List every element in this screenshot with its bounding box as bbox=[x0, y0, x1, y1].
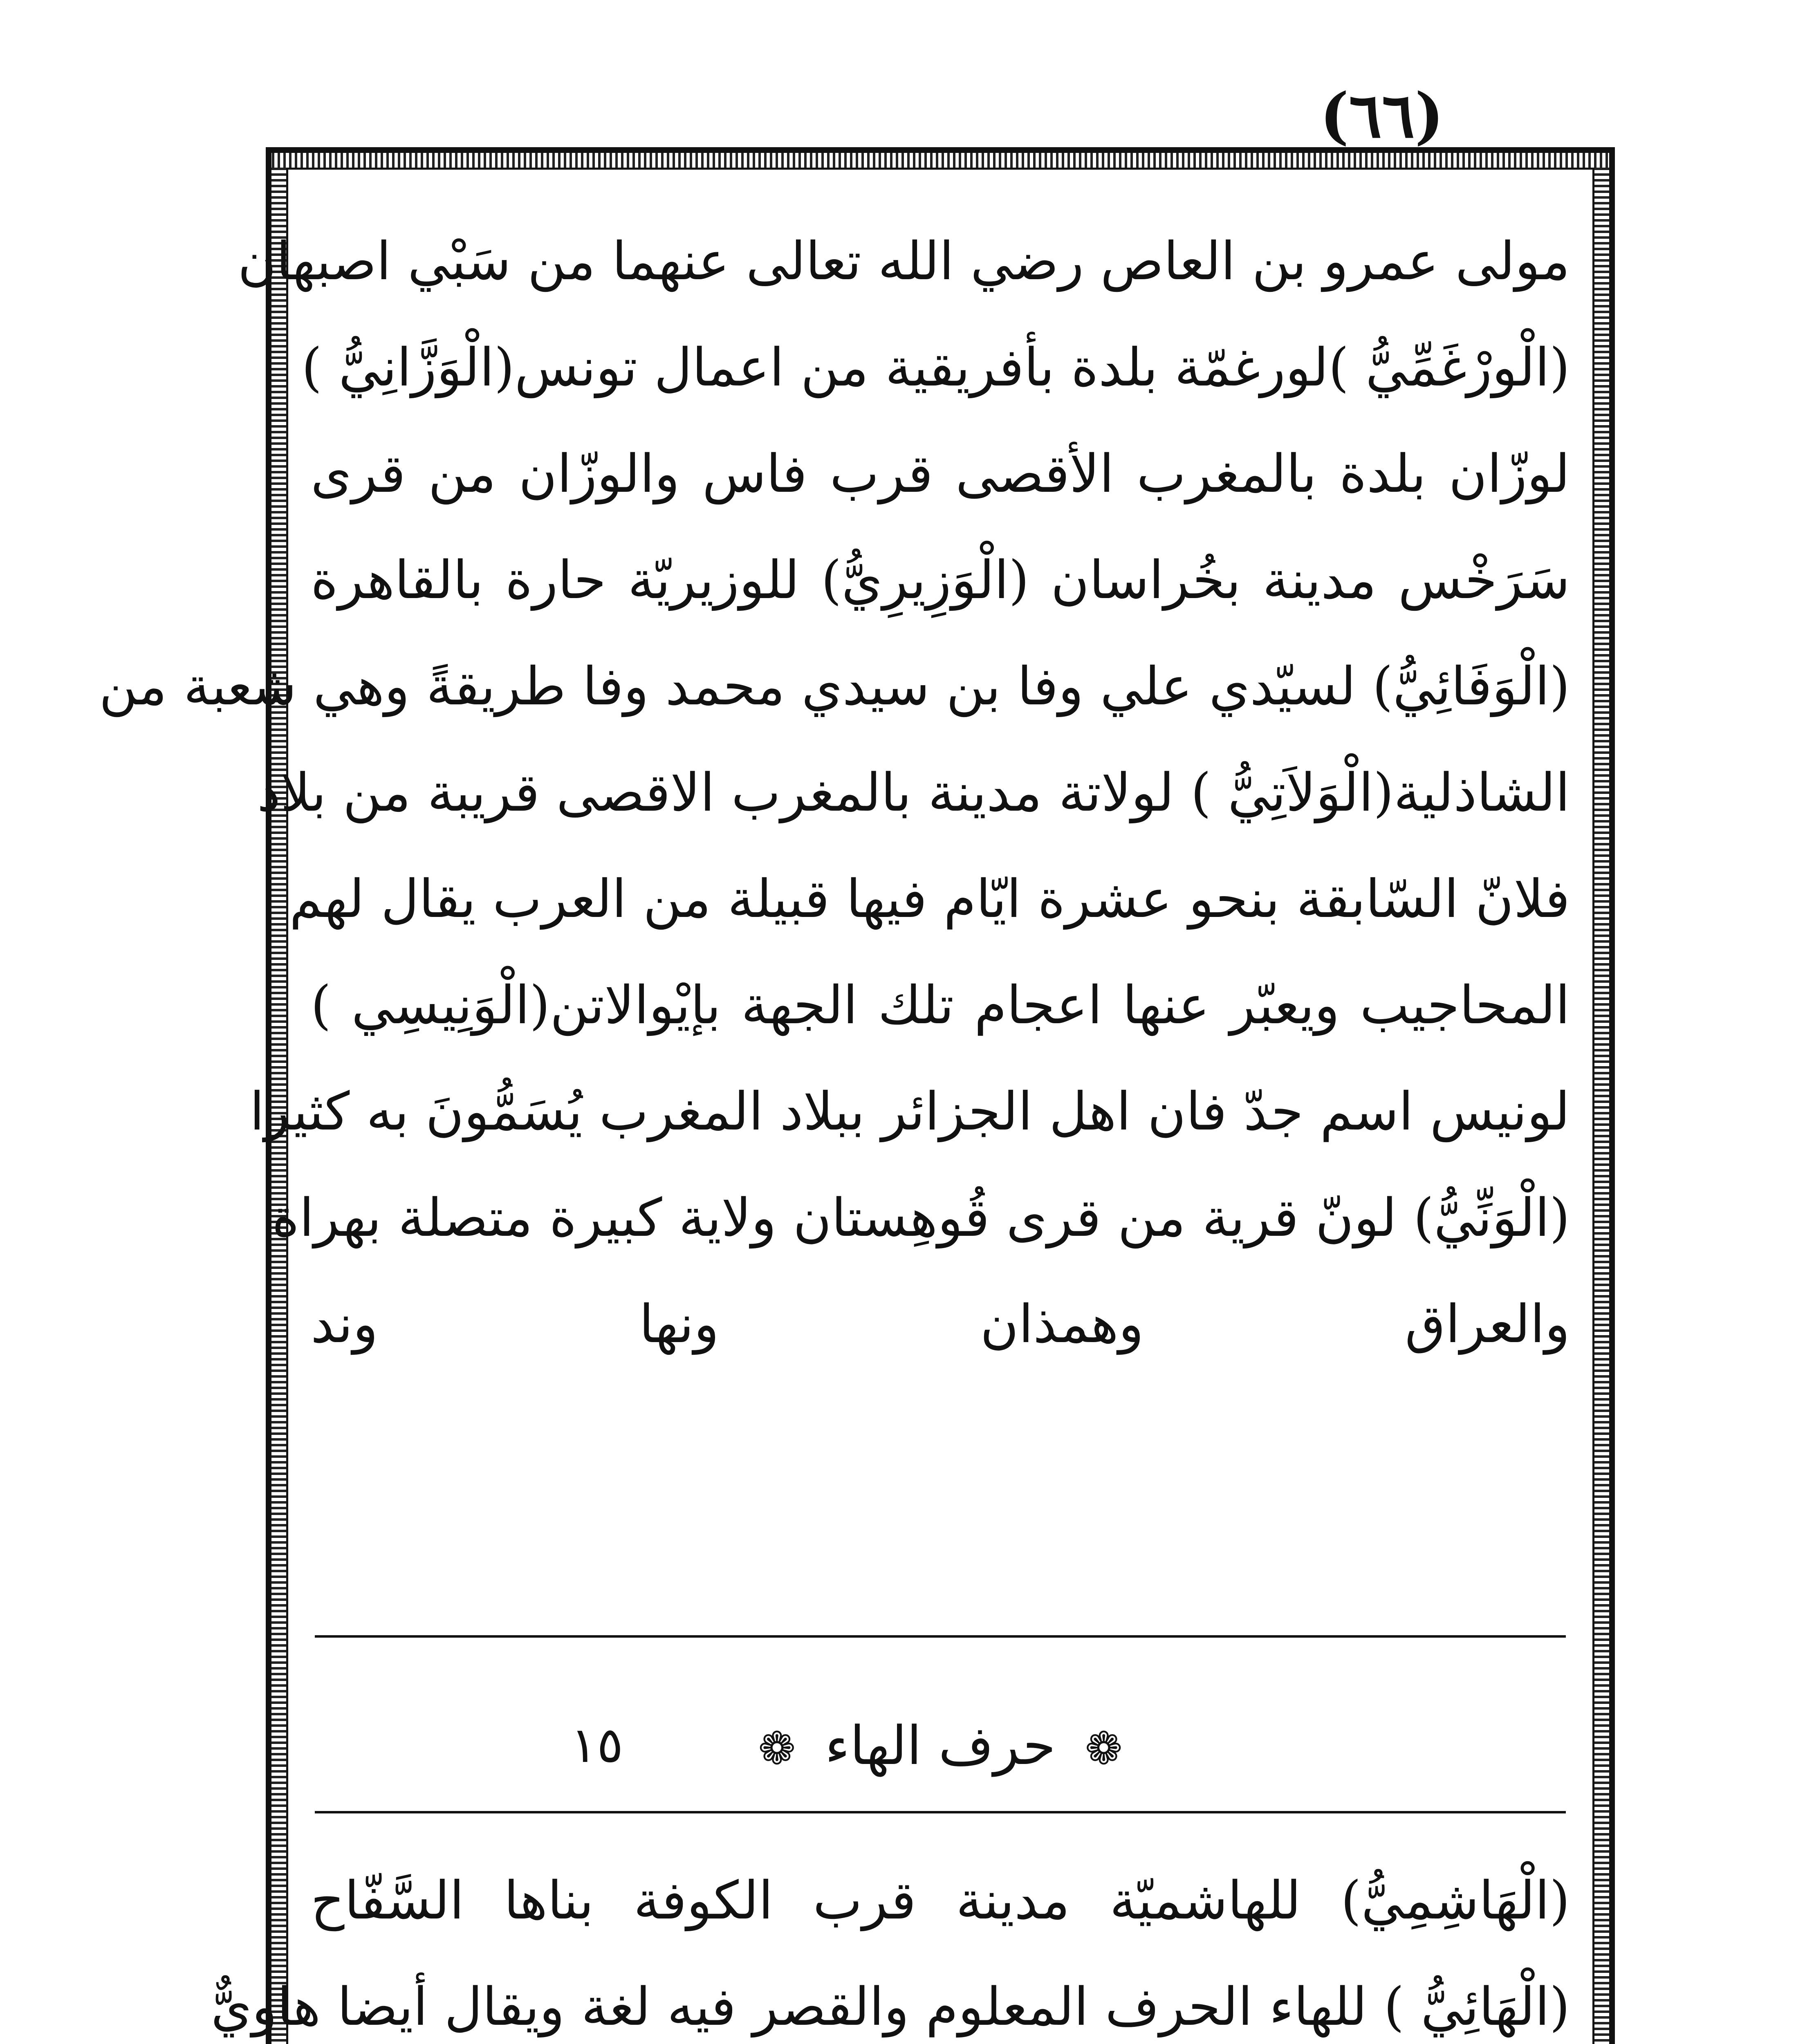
frame-band-right bbox=[1594, 168, 1609, 2044]
text-line: لونيس اسم جدّ فان اهل الجزائر ببلاد المغرب يُسَمُّونَ به كثيرا bbox=[249, 1081, 1570, 1142]
text-line: مولى عمرو بن العاص رضي الله تعالى عنهما من سَبْي اصبهان bbox=[238, 231, 1570, 292]
text-line: سَرَخْس مدينة بخُراسان (الْوَزِيرِيُّ) للوزيريّة حارة بالقاهرة bbox=[311, 550, 1570, 611]
divider-bottom bbox=[315, 1811, 1566, 1813]
text-line: لوزّان بلدة بالمغرب الأقصى قرب فاس والوزّان من قرى bbox=[311, 444, 1570, 504]
text-line: (الْوَنِّيُّ) لونّ قرية من قرى قُوهِستان ولاية كبيرة متصلة بهراة bbox=[272, 1188, 1570, 1248]
section-heading bbox=[572, 1697, 1308, 1795]
section-number: ١٥ bbox=[570, 1717, 623, 1774]
upper-text-block bbox=[99, 208, 1570, 1378]
text-line: فلانّ السّابقة بنحو عشرة ايّام فيها قبيلة من العرب يقال لهم bbox=[289, 869, 1570, 930]
frame-band-top bbox=[272, 153, 1609, 168]
text-line: (الْهَائِيُّ ) للهاء الحرف المعلوم والقصر فيه لغة ويقال أيضا هاويٌّ bbox=[211, 1977, 1570, 2037]
section-title: حرف الهاء bbox=[825, 1715, 1056, 1777]
page-number: (٦٦) bbox=[1320, 80, 1444, 152]
text-line: والعراق وهمذان ونها وند bbox=[311, 1294, 1570, 1355]
divider-top bbox=[315, 1635, 1566, 1638]
text-line: (الْوَفَائِيُّ) لسيّدي علي وفا بن سيدي محمد وفا طريقةً وهي شعبة من bbox=[99, 656, 1570, 717]
text-line: المحاجيب ويعبّر عنها اعجام تلك الجهة بإيْوالاتن(الْوَنِيسِي ) bbox=[311, 975, 1570, 1036]
ornament-icon: ❁ bbox=[1085, 1722, 1123, 1775]
text-line: الشاذلية(الْوَلاَتِيُّ ) لولاتة مدينة بالمغرب الاقصى قريبة من بلاد bbox=[257, 762, 1570, 823]
text-line: (الْهَاشِمِيُّ) للهاشميّة مدينة قرب الكوفة بناها السَّفّاح bbox=[311, 1870, 1570, 1931]
ornament-icon: ❁ bbox=[758, 1722, 796, 1775]
text-line: (الْورْغَمِّيُّ )لورغمّة بلدة بأفريقية من اعمال تونس(الْوَزَّانِيُّ ) bbox=[301, 337, 1570, 398]
lower-text-block bbox=[211, 1848, 1570, 2044]
